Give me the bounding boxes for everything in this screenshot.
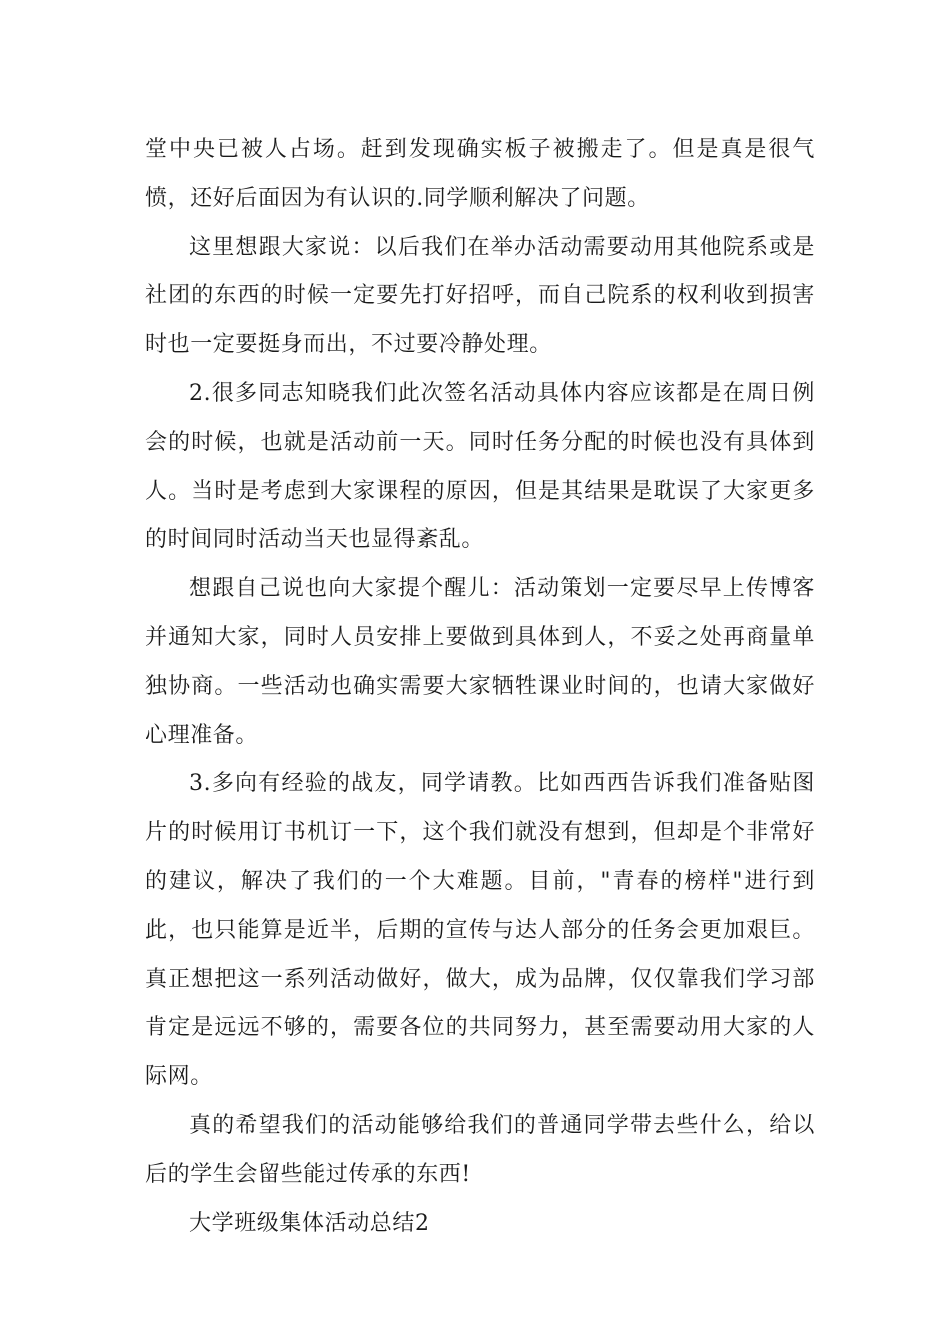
- paragraph-hope: 真的希望我们的活动能够给我们的普通同学带去些什么，给以后的学生会留些能过传承的东西!: [145, 1112, 815, 1187]
- paragraph-point-3: 3.多向有经验的战友，同学请教。比如西西告诉我们准备贴图片的时候用订书机订一下，这个我们就没有想到，但却是个非常好的建议，解决了我们的一个大难题。目前，"青春的榜样"进行到此，也只能算是近半，后期的宣传与达人部分的任务会更加艰巨。真正想把这一系列活动做好，做大，成为品牌，仅仅靠我们学习部肯定是远远不够的，需要各位的共同努力，甚至需要动用大家的人际网。: [145, 771, 815, 1090]
- document-body: [145, 126, 815, 1248]
- paragraph-point-2: 2.很多同志知晓我们此次签名活动具体内容应该都是在周日例会的时候，也就是活动前一天。同时任务分配的时候也没有具体到人。当时是考虑到大家课程的原因，但是其结果是耽误了大家更多的时间同时活动当天也显得紊乱。: [145, 380, 815, 553]
- section-title: 大学班级集体活动总结2: [189, 1210, 430, 1236]
- paragraph-continuation: 堂中央已被人占场。赶到发现确实板子被搬走了。但是真是很气愤，还好后面因为有认识的.同学顺利解决了问题。: [145, 137, 815, 211]
- paragraph-advice: 这里想跟大家说：以后我们在举办活动需要动用其他院系或是社团的东西的时候一定要先打好招呼，而自己院系的权利收到损害时也一定要挺身而出，不过要冷静处理。: [145, 234, 815, 358]
- paragraph-reminder: 想跟自己说也向大家提个醒儿：活动策划一定要尽早上传博客并通知大家，同时人员安排上要做到具体到人，不妥之处再商量单独协商。一些活动也确实需要大家牺牲课业时间的，也请大家做好心理准备。: [145, 576, 815, 748]
